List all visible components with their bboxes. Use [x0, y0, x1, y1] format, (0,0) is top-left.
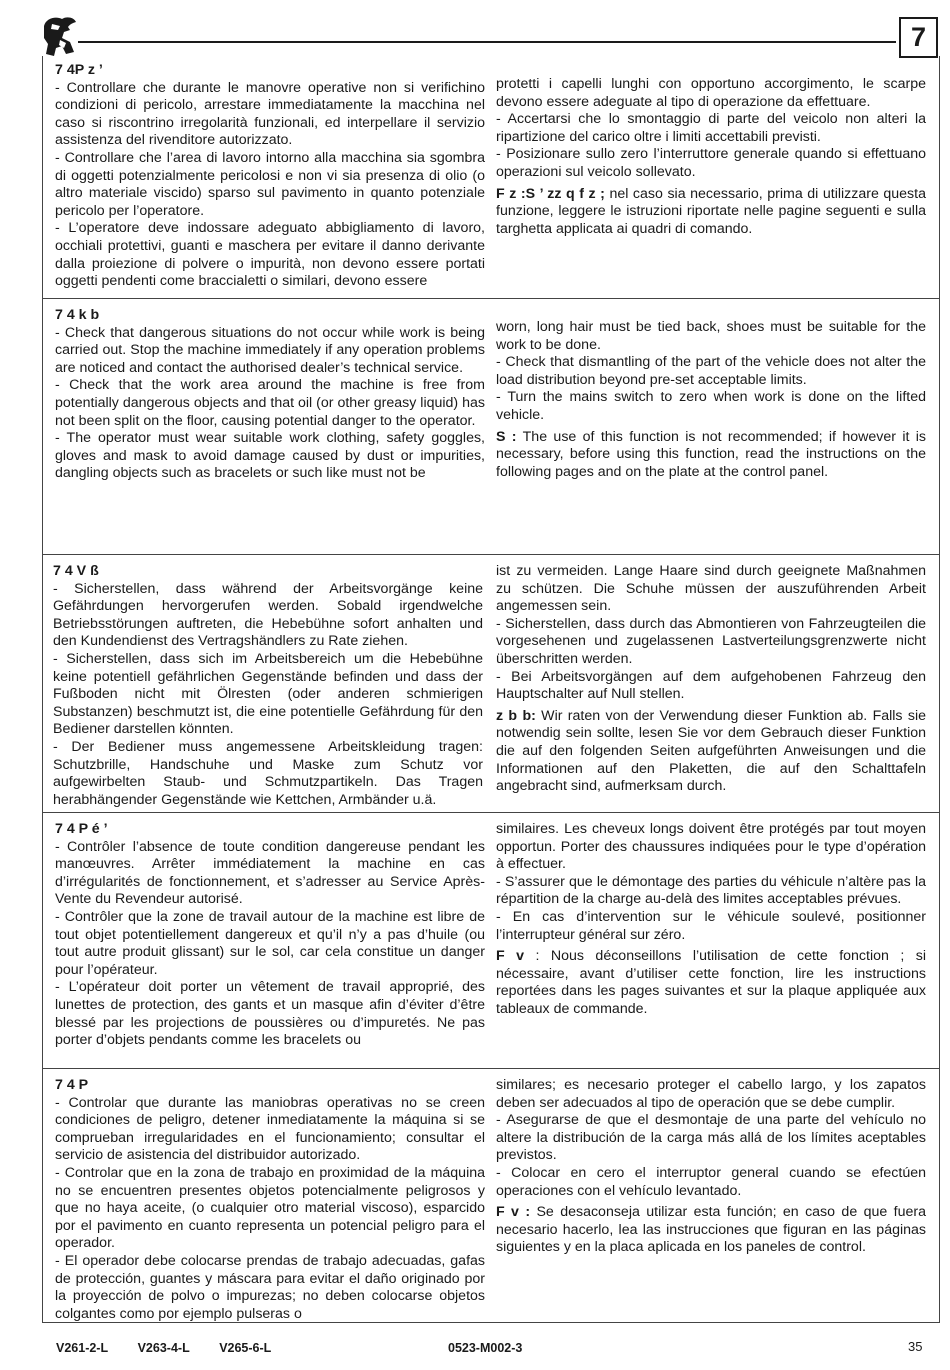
paragraph: - Posizionare sullo zero l’interruttore generale quando si effettuano operazioni sul veicolo sollevato.	[496, 146, 926, 180]
paragraph: - Bei Arbeitsvorgängen auf dem aufgehobenen Fahrzeug den Hauptschalter auf Null stellen.	[496, 668, 926, 703]
chapter-number: 7	[910, 22, 927, 52]
section-french-left-column	[55, 821, 485, 1050]
page-number: 35	[908, 1339, 923, 1354]
paragraph: - The operator must wear suitable work clothing, safety goggles, gloves and mask to avoid damage caused by dust or impurities, dangling objects such as bracelets or such like must not be	[55, 430, 485, 482]
section-german	[43, 554, 939, 813]
note-text: nel caso sia necessario, prima di utilizzare questa funzione, leggere le istruzioni riportate nelle pagine seguenti e sulla targhetta applicata ai quadri di comando.	[496, 185, 926, 237]
paragraph: - Contrôler que la zone de travail autour de la machine est libre de tout objet potentiellement dangereux et qu’il n’y a pas d’huile (ou tout autre produit glissant) sur le sol, car cela constitue un danger pour l’opérateur.	[55, 908, 485, 978]
paragraph: - Sicherstellen, dass sich im Arbeitsbereich um die Hebebühne keine potentiell gefährlichen Gegenstände befinden und dass der Fußboden nicht mit Ölresten (oder anderen schmierigen Substanzen) beschmutzt ist, die eine potentielle Gefährdung für den Bediener darstellen könnten.	[53, 650, 483, 738]
section-heading: 7 4 V ß	[53, 563, 99, 579]
section-french	[43, 812, 939, 1069]
section-italian-left-column	[55, 62, 485, 291]
note-paragraph	[496, 1204, 926, 1257]
note-paragraph	[496, 429, 926, 482]
section-spanish-left-column	[55, 1077, 485, 1323]
note-label: F v :	[496, 1204, 531, 1221]
note-paragraph	[496, 186, 926, 239]
section-english-left-column	[55, 307, 485, 483]
note-text: Se desaconseja utilizar esta función; en caso de que fuera necesario hacerlo, lea las instrucciones que figuran en las páginas siguientes y en la placa aplicada en los paneles de control.	[496, 1204, 926, 1256]
paragraph: - Check that dangerous situations do not occur while work is being carried out. Stop the machine immediately if any operation problems are noticed and contact the authorised dealer’s technical service.	[55, 324, 485, 376]
header-rule	[78, 41, 896, 43]
section-german-left-column	[53, 563, 483, 809]
paragraph: similaires. Les cheveux longs doivent être protégés par tout moyen opportun. Porter des chaussures indiquées pour le type d’opération à effectuer.	[496, 821, 926, 873]
paragraph: protetti i capelli lunghi con opportuno accorgimento, le scarpe devono essere adeguate al tipo di operazione da effettuare.	[496, 76, 926, 110]
paragraph: - Sicherstellen, dass durch das Abmontieren von Fahrzeugteilen die vorgesehenen und zugelassenen Lastverteilungsgrenzwerte nicht überschritten werden.	[496, 615, 926, 667]
paragraph: - Turn the mains switch to zero when work is done on the lifted vehicle.	[496, 389, 926, 423]
paragraph: - Check that dismantling of the part of the vehicle does not alter the load distribution beyond pre-set acceptable limits.	[496, 354, 926, 388]
note-label: S :	[496, 428, 517, 445]
model-code: V265-6-L	[219, 1341, 272, 1355]
warnings-table	[42, 56, 940, 1323]
paragraph: - Colocar en cero el interruptor general cuando se efectúen operaciones con el vehículo levantado.	[496, 1164, 926, 1199]
paragraph: worn, long hair must be tied back, shoes must be suitable for the work to be done.	[496, 319, 926, 353]
note-label: F z :S ’ zz q f z ;	[496, 185, 605, 202]
paragraph: - Accertarsi che lo smontaggio di parte del veicolo non alteri la ripartizione del carico oltre i limiti accettabili previsti.	[496, 111, 926, 145]
section-italian	[43, 56, 939, 298]
footer-model-codes	[56, 1341, 297, 1355]
note-paragraph	[496, 708, 926, 796]
paragraph: similares; es necesario proteger el cabello largo, y los zapatos deben ser adecuados al tipo de operación que se debe cumplir.	[496, 1077, 926, 1111]
paragraph: - Contrôler l’absence de toute condition dangereuse pendant les manœuvres. Arrêter immédiatement la machine en cas d’irrégularités de fonctionnement, et s’adresser au Service Après-Vente du Revendeur autorisé.	[55, 838, 485, 908]
paragraph: - Der Bediener muss angemessene Arbeitskleidung tragen: Schutzbrille, Handschuhe und Maske zum Schutz vor aufgewirbelten Staub- und Schmutzpartikeln. Das Tragen herabhängender Gegenstände wie Kettchen, Armbänder u.ä.	[53, 738, 483, 808]
section-heading: 7 4 P	[55, 1077, 89, 1093]
note-paragraph	[496, 948, 926, 1018]
note-text: The use of this function is not recommended; if however it is necessary, before using this function, read the instructions on the following pages and on the plate at the control panel.	[496, 428, 927, 480]
footer-document-code: 0523-M002-3	[448, 1341, 523, 1355]
section-english-right-column	[496, 319, 926, 481]
section-english	[43, 298, 939, 555]
paragraph: ist zu vermeiden. Lange Haare sind durch geeignete Maßnahmen zu schützen. Die Schuhe müssen der auszuführenden Arbeit angemessen sein.	[496, 563, 926, 615]
section-heading: 7 4 P é ’	[55, 821, 108, 837]
paragraph: - Asegurarse de que el desmontaje de una parte del vehículo no altere la distribución de la carga más allá de los límites aceptables previstos.	[496, 1112, 926, 1164]
model-code: V261-2-L	[56, 1341, 109, 1355]
note-label: z b b:	[496, 707, 536, 724]
paragraph: - El operador debe colocarse prendas de trabajo adecuadas, gafas de protección, guantes y máscara para evitar el daño originado por la proyección de polvo o impurezas; no deben colocarse objetos colgantes como por ejemplo pulseras o	[55, 1252, 485, 1322]
chapter-number-box	[899, 17, 938, 58]
note-text: : Nous déconseillons l’utilisation de cette fonction ; si nécessaire, avant d’utiliser cette fonction, lire les instructions reportées dans les pages suivantes et sur la plaque appliquée aux tableaux de commande.	[496, 948, 926, 1017]
paragraph: - Controlar que durante las maniobras operativas no se creen condiciones de peligro, detener inmediatamente la máquina si se comprueban irregularidades en el funcionamiento; consultar el servicio de asistencia del distribuidor autorizado.	[55, 1094, 485, 1164]
section-french-right-column	[496, 821, 926, 1019]
paragraph: - Controllare che l’area di lavoro intorno alla macchina sia sgombra di oggetti potenzialmente pericolosi e non vi sia presenza di olio (o altro materiale viscido) sparso sul pavimento in quanto potenziale pericolo per l’operatore.	[55, 149, 485, 219]
model-code: V263-4-L	[137, 1341, 190, 1355]
paragraph: - Sicherstellen, dass während der Arbeitsvorgänge keine Gefährdungen hervorgerufen werden. Sobald irgendwelche Betriebsstörungen auftreten, die Hebebühne sofort anhalten und den Kundendienst des Vertragshändlers zu Rate ziehen.	[53, 580, 483, 650]
paragraph: - L’opérateur doit porter un vêtement de travail approprié, des lunettes de protection, des gants et un masque afin d’éviter d’être blessé par les projections de poussières ou d’impuretés. Ne pas porter d’objets pendants comme les bracelets ou	[55, 979, 485, 1049]
paragraph: - Controlar que en la zona de trabajo en proximidad de la máquina no se encuentren presentes objetos potencialmente peligrosos y que no haya aceite, (o cualquier otro material viscoso), esparcido por el pavimento en cuanto representa un potencial peligro para el operador.	[55, 1164, 485, 1252]
section-heading: 7 4 k b	[55, 307, 100, 323]
section-spanish-right-column	[496, 1077, 926, 1257]
paragraph: - En cas d’intervention sur le véhicule soulevé, positionner l’interrupteur général sur zéro.	[496, 908, 926, 943]
note-text: Wir raten von der Verwendung dieser Funktion ab. Falls sie notwendig sein sollte, lesen Sie vor dem Gebrauch dieser Funktion die auf den folgenden Seiten aufgeführten Anweisungen und die Informationen auf den Plaketten, die auf den Schalttafeln angebracht sind, aufmerksam durch.	[496, 707, 926, 795]
logo-graphic	[40, 14, 80, 58]
section-german-right-column	[496, 563, 926, 796]
section-heading: 7 4P z ’	[55, 62, 103, 78]
paragraph: - L’operatore deve indossare adeguato abbigliamento di lavoro, occhiali protettivi, guanti e maschera per evitare il danno derivante dalla proiezione di polvere o impurità, non devono essere portati oggetti pendenti come braccialetti o similari, devono essere	[55, 220, 485, 290]
paragraph: - Check that the work area around the machine is free from potentially dangerous objects and that oil (or other greasy liquid) has not been split on the floor, causing potential danger to the operator.	[55, 377, 485, 429]
manufacturer-logo	[40, 14, 80, 58]
paragraph: - S’assurer que le démontage des parties du véhicule n’altère pas la répartition de la charge au-delà des limites acceptables prévues.	[496, 873, 926, 908]
paragraph: - Controllare che durante le manovre operative non si verifichino condizioni di pericolo, arrestare immediatamente la macchina nel caso si riscontrino irregolarità funzionali, ed interpellare il servizio assistenza del rivenditore autorizzato.	[55, 79, 485, 149]
note-label: F v	[496, 948, 525, 965]
section-spanish	[43, 1068, 939, 1323]
section-italian-right-column	[496, 76, 926, 238]
